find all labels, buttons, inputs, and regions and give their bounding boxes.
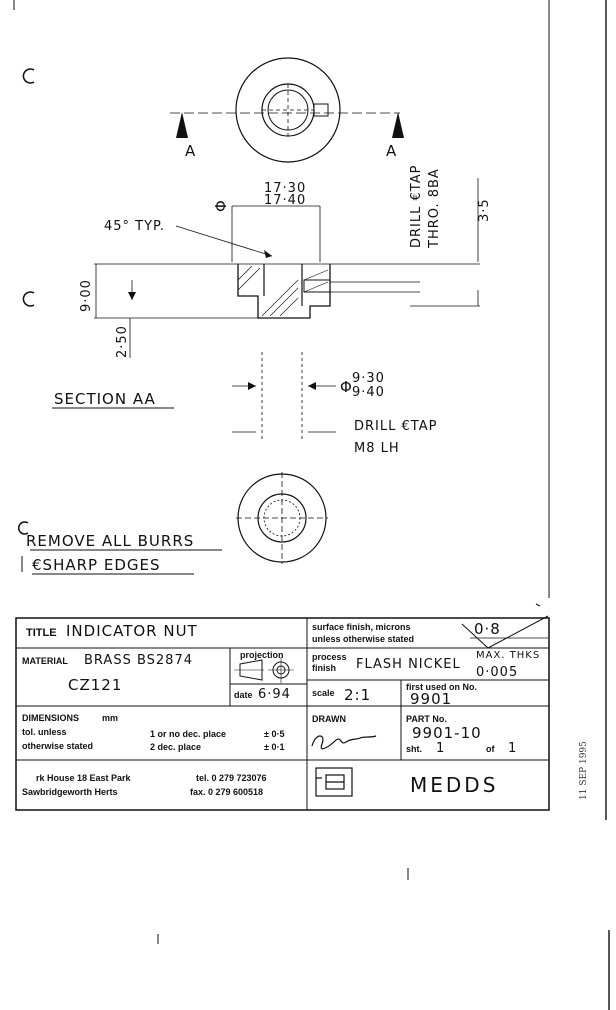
process-value: FLASH NICKEL [356, 657, 461, 672]
note-remove-burrs: REMOVE ALL BURRS [26, 532, 195, 550]
of-value: 1 [508, 741, 518, 756]
bottom-view [236, 472, 328, 564]
thread-dia-bottom: 9·40 [352, 385, 385, 400]
telephone: tel. 0 279 723076 [196, 773, 267, 783]
signature-icon [312, 736, 376, 749]
drill-tap-m8-2: M8 LH [354, 441, 400, 456]
sht-label: sht. [406, 744, 423, 754]
scale-label: scale [312, 688, 335, 698]
section-title: SECTION AA [54, 390, 156, 408]
dimensions-label: DIMENSIONS [22, 713, 80, 723]
address-line-1: rk House 18 East Park [36, 773, 131, 783]
note-sharp-edges: €SHARP EDGES [32, 556, 161, 574]
material-grade: CZ121 [68, 676, 123, 694]
tol-line-2: otherwise stated [22, 741, 94, 751]
date-value: 6·94 [258, 687, 291, 702]
drill-tap-m8-1: DRILL €TAP [354, 419, 438, 434]
part-no-value: 9901-10 [412, 724, 482, 742]
title-label: TITLE [26, 627, 57, 639]
projection-label: projection [240, 650, 284, 660]
bore-phi: Φ [212, 199, 230, 212]
title-value: INDICATOR NUT [66, 622, 198, 640]
drawn-label: DRAWN [312, 714, 346, 724]
chamfer-note: 45° TYP. [104, 219, 166, 234]
date-label: date [234, 690, 253, 700]
process-label-2: finish [312, 663, 336, 673]
first-used-label: first used on No. [406, 682, 478, 692]
section-arrow-icon [176, 112, 188, 138]
company-name: MEDDS [410, 773, 499, 797]
scale-value: 2:1 [344, 686, 372, 704]
height-9: 9·00 [79, 279, 94, 312]
tol-line-1: tol. unless [22, 727, 67, 737]
tol-value-1: ± 0·5 [264, 729, 285, 739]
height-2-5: 2·50 [115, 325, 130, 358]
top-view [170, 58, 404, 162]
section-view [94, 264, 480, 318]
process-label-1: process [312, 652, 347, 662]
part-no-label: PART No. [406, 714, 447, 724]
dim-3-5: 3·5 [477, 198, 492, 222]
thread-phi: Φ [340, 378, 353, 396]
section-arrow-icon [392, 112, 404, 138]
address-line-2: Sawbridgeworth Herts [22, 787, 118, 797]
drill-tap-note-2: THRO. 8BA [427, 168, 442, 248]
section-label-a-right: A [386, 142, 398, 160]
tol-value-2: ± 0·1 [264, 742, 285, 752]
thread-dia-top: 9·30 [352, 371, 385, 386]
material-label: MATERIAL [22, 656, 68, 666]
max-thks-value: 0·005 [476, 665, 519, 680]
first-used-value: 9901 [410, 690, 453, 708]
dimensions-unit: mm [102, 713, 119, 723]
surface-finish-label-1: surface finish, microns [312, 622, 411, 632]
fax: fax. 0 279 600518 [190, 787, 264, 797]
surface-finish-label-2: unless otherwise stated [312, 634, 415, 644]
received-stamp: 11 SEP 1995 [579, 741, 589, 800]
material-value: BRASS BS2874 [84, 653, 193, 668]
tol-rule-1: 1 or no dec. place [150, 729, 227, 739]
sht-value: 1 [436, 741, 446, 756]
section-label-a-left: A [185, 142, 197, 160]
drill-tap-note-1: DRILL €TAP [409, 164, 424, 248]
surface-finish-value: 0·8 [474, 620, 501, 638]
bore-dia-bottom: 17·40 [264, 193, 307, 208]
of-label: of [486, 744, 495, 754]
bore-dia-top: 17·30 [264, 181, 307, 196]
punch-hole-icon [23, 69, 34, 83]
max-thks-label: MAX. THKS [476, 650, 541, 661]
punch-hole-icon [23, 292, 34, 306]
tol-rule-2: 2 dec. place [150, 742, 202, 752]
